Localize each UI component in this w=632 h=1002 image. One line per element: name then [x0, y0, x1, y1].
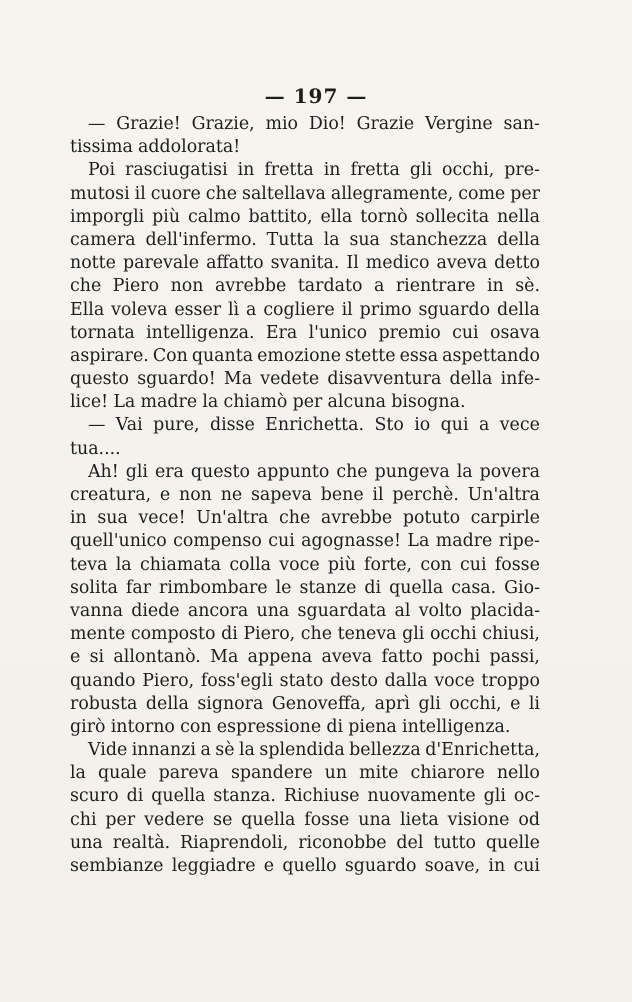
word: più	[327, 554, 356, 575]
word: bene	[320, 485, 364, 505]
text-line	[70, 159, 540, 182]
word: fretta	[350, 160, 400, 181]
word: tornò	[360, 206, 408, 227]
word: ne	[220, 485, 243, 505]
word: questo	[190, 461, 250, 482]
word: pure,	[153, 415, 200, 436]
word: rimbombare	[159, 577, 268, 598]
word: perchè.	[392, 485, 459, 505]
word: far	[125, 577, 152, 598]
word: era	[154, 461, 184, 482]
word: lice!	[70, 392, 109, 413]
word: mutosi	[70, 183, 130, 204]
word: Ma	[223, 369, 253, 390]
word: saltellava	[242, 183, 326, 204]
word: tua....	[70, 438, 121, 459]
text-line	[70, 391, 540, 414]
word: qui	[440, 415, 469, 436]
word: stette	[345, 345, 396, 366]
word: con	[420, 554, 452, 575]
word: Grazie!	[116, 114, 181, 134]
word: Ma	[210, 647, 239, 668]
word: agognasse!	[301, 531, 401, 552]
word: Il	[346, 253, 359, 274]
word: vanna	[70, 600, 123, 621]
word: lì	[228, 299, 240, 320]
word: della	[145, 693, 189, 714]
word: allegramente,	[330, 183, 454, 204]
text-line	[70, 716, 540, 739]
word: il	[134, 183, 146, 204]
word: occhi,	[449, 693, 502, 714]
word: lieta	[399, 809, 439, 830]
word: quale	[97, 763, 147, 784]
word: girò	[70, 716, 106, 737]
word: sapeva	[250, 485, 312, 505]
word: voleva	[111, 299, 168, 320]
word: quella	[151, 786, 206, 807]
word: gli	[402, 624, 425, 645]
word: sguardo	[418, 299, 491, 320]
word: quella	[389, 577, 444, 598]
word: stato	[279, 670, 324, 691]
word: più	[152, 206, 181, 227]
word: ella	[320, 206, 353, 227]
word: chiarore	[410, 763, 485, 784]
word: quell'unico	[70, 531, 167, 552]
word: quelle	[485, 832, 540, 853]
word: placida-	[470, 600, 540, 621]
word: quanta	[191, 345, 254, 366]
word: tornata	[70, 322, 135, 343]
word: che	[70, 276, 102, 297]
text-line	[70, 275, 540, 298]
word: in	[323, 160, 341, 181]
word: troppo	[481, 670, 540, 691]
text-line	[70, 693, 540, 716]
word: aveva	[436, 253, 488, 274]
text-line	[70, 739, 540, 762]
word: chiamata	[139, 554, 222, 575]
word: gli	[409, 160, 433, 181]
word: Piero	[112, 276, 160, 297]
text-line	[70, 507, 540, 530]
text-line	[70, 461, 540, 484]
word: Vergine	[424, 114, 493, 134]
word: camera	[70, 229, 136, 250]
word: cogliere	[263, 299, 335, 320]
word: Vide	[88, 740, 128, 761]
text-line	[70, 299, 540, 322]
word: nuovamente	[367, 786, 476, 807]
word: Sto	[374, 415, 404, 436]
word: casa.	[451, 577, 497, 598]
word: creatura,	[70, 485, 152, 505]
text-line	[70, 554, 540, 577]
word: desto	[330, 670, 378, 691]
word: intelligenza.	[146, 322, 255, 343]
word: chiusi,	[482, 624, 540, 645]
word: a	[200, 740, 211, 761]
word: innanzi	[131, 740, 196, 761]
word: La	[407, 531, 430, 552]
word: avrebbe	[214, 276, 287, 297]
word: diede	[131, 600, 180, 621]
word: sua	[349, 229, 380, 250]
word: gli	[418, 693, 441, 714]
word: mite	[359, 763, 399, 784]
word: osava	[489, 322, 540, 343]
word: pungeva	[374, 461, 450, 482]
word: la	[115, 554, 132, 575]
word: Con	[152, 345, 188, 366]
word: visione	[447, 809, 510, 830]
text-line	[70, 832, 540, 855]
word: una	[256, 600, 290, 621]
word: l'unico	[308, 322, 368, 343]
word: le	[275, 577, 292, 598]
text-line	[70, 623, 540, 646]
word: ripe-	[498, 531, 540, 552]
word: mio	[265, 114, 299, 134]
word: disse	[209, 415, 255, 436]
word: sua	[97, 508, 128, 529]
word: madre	[435, 531, 493, 552]
word: a	[373, 276, 385, 297]
word: scuro	[70, 786, 119, 807]
page-number: — 197 —	[264, 84, 368, 108]
word: calmo	[187, 206, 241, 227]
word: Richiuse	[283, 786, 360, 807]
word: li	[528, 693, 540, 714]
word: alcuna	[327, 392, 386, 413]
word: della	[449, 369, 493, 390]
word: con	[180, 716, 212, 737]
word: che	[336, 461, 368, 482]
word: quello	[282, 856, 337, 876]
word: cuore	[150, 183, 201, 204]
word: intelligenza.	[402, 716, 511, 737]
word: aspirare.	[70, 345, 149, 366]
word: quando	[70, 670, 136, 691]
text-line	[70, 414, 540, 437]
word: appena	[247, 647, 313, 668]
text-line	[70, 206, 540, 229]
text-line	[70, 183, 540, 206]
word: che	[205, 183, 238, 204]
word: quella	[241, 809, 296, 830]
word: emozione	[257, 345, 342, 366]
word: cui	[268, 531, 295, 552]
word: Poi	[88, 160, 116, 181]
word: tardato	[297, 276, 363, 297]
word: voce	[279, 554, 320, 575]
word: in	[486, 276, 504, 297]
word: la	[238, 740, 255, 761]
text-line	[70, 368, 540, 391]
word: una	[358, 809, 392, 830]
word: san-	[503, 114, 540, 134]
word: pareva	[158, 763, 219, 784]
text-line	[70, 785, 540, 808]
word: questo	[70, 369, 130, 390]
word: a	[478, 415, 490, 436]
word: la	[70, 763, 86, 784]
word: parevale	[122, 253, 200, 274]
word: sè	[215, 740, 235, 761]
text-line	[70, 113, 540, 136]
text-line	[70, 600, 540, 623]
word: battito,	[248, 206, 313, 227]
word: sembianze	[70, 856, 164, 876]
word: splendida	[259, 740, 345, 761]
word: stanchezza	[389, 229, 488, 250]
word: della	[497, 229, 540, 250]
word: in	[237, 160, 255, 181]
text-line	[70, 809, 540, 832]
word: cui	[460, 554, 487, 575]
word: di	[126, 786, 144, 807]
word: teneva	[337, 624, 397, 645]
word: di	[326, 716, 344, 737]
word: voce	[434, 670, 475, 691]
word: per	[292, 392, 323, 413]
word: compenso	[173, 531, 262, 552]
word: e	[70, 647, 81, 668]
word: occhi,	[442, 160, 495, 181]
word: robusta	[70, 693, 138, 714]
word: Grazie	[356, 114, 415, 134]
word: Grazie,	[191, 114, 255, 134]
word: composto	[130, 624, 216, 645]
word: e	[263, 856, 275, 876]
word: Un'altra	[196, 508, 269, 529]
word: La	[113, 392, 136, 413]
word: cui	[513, 856, 540, 876]
word: bisogna.	[391, 392, 466, 413]
word: avrebbe	[320, 508, 393, 529]
word: solita	[70, 577, 118, 598]
word: Enrichetta.	[265, 415, 365, 436]
word: se	[213, 809, 233, 830]
word: per	[510, 183, 540, 204]
word: carpirle	[470, 508, 540, 529]
word: svanita.	[270, 253, 340, 274]
word: stanze	[299, 577, 357, 598]
text-line	[70, 252, 540, 275]
word: —	[88, 114, 106, 134]
word: fatto	[381, 647, 423, 668]
word: cui	[452, 322, 479, 343]
text-line	[70, 577, 540, 600]
word: Tutta	[266, 229, 314, 250]
word: a	[246, 299, 257, 320]
word: occhi	[429, 624, 477, 645]
word: si	[89, 647, 105, 668]
word: che	[300, 624, 333, 645]
word: in	[70, 508, 87, 529]
word: in	[488, 856, 506, 876]
text-line	[70, 438, 540, 461]
word: rientrare	[395, 276, 476, 297]
word: non	[179, 485, 212, 505]
word: spandere	[230, 763, 313, 784]
word: il	[372, 485, 384, 505]
word: potuto	[402, 508, 461, 529]
word: tutto	[433, 832, 476, 853]
word: vece	[499, 415, 540, 436]
word: Vai	[115, 415, 143, 436]
word: vedete	[260, 369, 320, 390]
word: vedere	[144, 809, 205, 830]
word: Un'altra	[467, 485, 540, 505]
word: primo	[359, 299, 412, 320]
word: vece!	[138, 508, 186, 529]
word: io	[414, 415, 431, 436]
word: la	[202, 392, 219, 413]
word: foss'egli	[200, 670, 273, 691]
word: come	[458, 183, 506, 204]
word: Piero,	[243, 624, 296, 645]
word: sollecita	[415, 206, 490, 227]
word: nella	[496, 206, 540, 227]
word: teva	[70, 554, 108, 575]
word: d'Enrichetta,	[425, 740, 540, 761]
word: di	[221, 624, 238, 645]
word: dalla	[384, 670, 428, 691]
word: una	[70, 832, 103, 853]
word: espressione	[216, 716, 322, 737]
word: piena	[348, 716, 397, 737]
word: madre	[140, 392, 198, 413]
word: sguardata	[297, 600, 387, 621]
text-line	[70, 530, 540, 553]
word: addolorata!	[138, 137, 241, 158]
word: aspettando	[442, 345, 540, 366]
word: Gio-	[504, 577, 540, 598]
word: sguardo	[344, 856, 417, 876]
word: infe-	[500, 369, 540, 390]
word: signora	[197, 693, 264, 714]
word: del	[396, 832, 424, 853]
word: detto	[494, 253, 540, 274]
word: la	[456, 461, 473, 482]
word: pochi	[432, 647, 481, 668]
word: al	[394, 600, 411, 621]
word: oc-	[513, 786, 540, 807]
word: dell'infermo.	[145, 229, 257, 250]
word: nello	[496, 763, 540, 784]
text-line	[70, 670, 540, 693]
word: colla	[229, 554, 272, 575]
text-line	[70, 855, 540, 878]
word: il	[341, 299, 353, 320]
word: ancora	[187, 600, 249, 621]
word: che	[279, 508, 311, 529]
text-line	[70, 229, 540, 252]
word: —	[88, 415, 106, 436]
word: chi	[70, 809, 97, 830]
word: chiamò	[223, 392, 288, 413]
word: povera	[479, 461, 540, 482]
word: Ella	[70, 299, 105, 320]
body-text	[70, 113, 540, 878]
text-line	[70, 322, 540, 345]
text-line	[70, 345, 540, 368]
word: fretta	[264, 160, 314, 181]
word: della	[496, 299, 540, 320]
word: sè.	[515, 276, 540, 297]
word: medico	[365, 253, 430, 274]
word: fosse	[304, 809, 350, 830]
word: gli	[125, 461, 148, 482]
word: od	[518, 809, 540, 830]
word: intorno	[110, 716, 175, 737]
word: rasciugatisi	[125, 160, 228, 181]
word: fosse	[494, 554, 540, 575]
word: volto	[418, 600, 463, 621]
word: allontanò.	[113, 647, 201, 668]
word: forte,	[364, 554, 413, 575]
word: esser	[174, 299, 222, 320]
word: di	[364, 577, 382, 598]
word: realtà.	[112, 832, 171, 853]
word: pre-	[504, 160, 540, 181]
word: essa	[399, 345, 439, 366]
word: mente	[70, 624, 126, 645]
word: soave,	[424, 856, 481, 876]
word: un	[324, 763, 348, 784]
text-line	[70, 136, 540, 159]
word: aveva	[321, 647, 373, 668]
word: leggiadre	[171, 856, 256, 876]
text-line	[70, 646, 540, 669]
word: per	[105, 809, 136, 830]
word: stanza.	[213, 786, 276, 807]
word: gli	[483, 786, 506, 807]
word: Riaprendoli,	[180, 832, 289, 853]
text-line	[70, 484, 540, 507]
word: non	[170, 276, 204, 297]
word: bellezza	[349, 740, 421, 761]
word: Ah!	[88, 461, 119, 482]
word: premio	[378, 322, 441, 343]
word: appunto	[256, 461, 330, 482]
word: tissima	[70, 137, 133, 158]
word: Dio!	[308, 114, 346, 134]
word: la	[323, 229, 340, 250]
word: sguardo!	[137, 369, 216, 390]
word: riconobbe	[298, 832, 387, 853]
word: imporgli	[70, 206, 145, 227]
word: Piero,	[142, 670, 195, 691]
word: passi,	[489, 647, 540, 668]
word: e	[159, 485, 171, 505]
word: Genoveffa,	[271, 693, 367, 714]
word: aprì	[374, 693, 410, 714]
word: affatto	[206, 253, 264, 274]
word: disavventura	[327, 369, 442, 390]
text-line	[70, 762, 540, 785]
word: Era	[265, 322, 298, 343]
word: e	[510, 693, 521, 714]
word: notte	[70, 253, 116, 274]
